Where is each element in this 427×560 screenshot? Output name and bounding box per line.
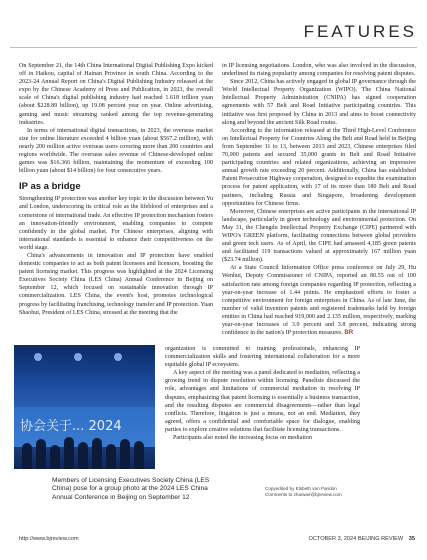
- issue-info: OCTOBER 3, 2024 BEIJING REVIEW: [308, 536, 404, 542]
- footer-issue: [308, 536, 415, 542]
- inset-column: [165, 345, 360, 442]
- header-divider: [10, 47, 417, 48]
- paragraph: organization is committed to training professionals, enhancing IP commercialization skills and fostering international collaboration for a more equitable global IP ecosystem.: [165, 346, 360, 369]
- paragraph: Moreover, Chinese enterprises are active participants in the international IP landscape, particularly in green technology and environmental protection. On May 31, the Chengdu Intellectual Property Exchange (CIPE) partnered with WIPO's GREEN platform, facilitating connections between global providers and green tech users. As of April, the CIPE had amassed 4,185 green patents and facilitated 119 transactions valued at approximately 167 million yuan ($23.74 million).: [222, 208, 416, 264]
- copyeditor-credit: Copyedited by Elsbeth van Paridon: [265, 486, 337, 491]
- person-silhouette: [22, 443, 32, 469]
- paragraph: [222, 264, 416, 337]
- section-title: FEATURES: [303, 22, 417, 41]
- person-silhouette: [120, 439, 130, 469]
- subheading: IP as a bridge: [19, 181, 81, 193]
- person-silhouette: [92, 438, 102, 469]
- end-mark: BR: [344, 329, 354, 337]
- person-silhouette: [134, 441, 144, 469]
- person-silhouette: [36, 439, 46, 469]
- paragraph: Participants also noted the increasing focus on mediation: [173, 435, 312, 442]
- right-column: [222, 62, 416, 337]
- person-silhouette: [78, 442, 88, 469]
- paragraph: According to the information released at the Third High-Level Conference on Intellectual Property for Countries Along the Belt and Road held in Beijing from September 11 to 13, between 2013 and 2023, Chinese enterprises filed 70,000 patents and secured 35,000 grants in Belt and Road Initiative participating countries and related organizations, achieving an impressive annual growth rate exceeding 20 percent. Additionally, China has established Patent Prosecution Highway cooperation, designed to expedite the examination process for patent application, with 17 of its more than 180 Belt and Road partners, including Russia and Singapore, broadening development opportunities for Chinese firms.: [222, 127, 416, 207]
- photo-banner: 协会关于... 2024: [14, 407, 155, 447]
- paragraph-text: At a State Council Information Office press conference on July 29, Hu Wenhui, Deputy Commissioner of CNIPA, reported an 80.55 out of 100 satisfaction rate among foreign companies regarding IP protection, reflecting a year-on-year increase of 1.44 points. He emphasized efforts to foster a competitive environment for foreign enterprises in China. As of late June, the number of valid invention patents and registered trademarks held by foreign entities in China had reached 919,000 and 2.135 million, respectively, marking year-on-year increases of 3.9 percent and 3.8 percent, indicating strong confidence in the nation's IP protection measures.: [222, 265, 416, 337]
- person-silhouette: [106, 444, 116, 469]
- person-silhouette: [50, 445, 60, 469]
- paragraph: On September 21, the 14th China International Digital Publishing Expo kicked off in Haikou, capital of Hainan Province in south China. According to the 2023-24 Annual Report on China's Digital Publishing Industry released at the expo by the Chinese Academy of Press and Publication, in 2023, the overall scale of China's digital publishing industry had reached 1.618 trillion yuan (about $228.89 billion), up 19.08 percent year on year. Online advertising, gaming and music streaming ranked among the top revenue-generating industries.: [19, 63, 213, 126]
- photo-caption: Members of Licensing Executives Society China (LES China) pose for a group photo at the 2024 LES China Annual Conference in Beijing on September 12: [52, 477, 210, 501]
- page-number: 35: [408, 536, 415, 542]
- footer-url[interactable]: http://www.bjreview.com: [19, 536, 79, 542]
- stage-light: [114, 353, 122, 361]
- paragraph: Strengthening IP protection was another key topic in the discussion between Yu and London, underscoring its critical role as the lifeblood of enterprises and a cornerstone of international trade. An effective IP protection mechanism fosters an innovation-friendly environment, enabling companies to compete confidently in the global market. For Chinese enterprises, aligning with international standards is essential to enhance their competitiveness on the world stage.: [19, 196, 213, 251]
- paragraph: In terms of international digital transactions, in 2023, the overseas market size for online literature exceeded 4 billion yuan (about $567.2 million), with nearly 200 million active overseas users covering more than 200 countries and regions worldwide. The overseas sales revenue of Chinese-developed online games was $16.366 billion, maintaining the momentum of exceeding 100 billion yuan (about $14 billion) for four consecutive years.: [19, 127, 213, 175]
- group-photo: [14, 345, 155, 469]
- person-silhouette: [64, 437, 74, 469]
- paragraph: A key aspect of the meeting was a panel dedicated to mediation, reflecting a growing trend in dispute resolution within licensing. Panelists discussed the role, advantages and limitations of commercial mediation in resolving IP disputes, emphasizing that patent licensing is essentially a business transaction, and the resulting disputes are commercial disagreements—rather than legal conflicts. Therefore, litigation is just a means, not an end. Mediation, they agreed, offers a confidential and comfortable space for dialogue, enabling parties to explore creative solutions that facilitate licensing transactions.: [165, 370, 360, 433]
- credits: [265, 486, 420, 498]
- stage-light: [34, 353, 42, 361]
- paragraph: in IP licensing negotiations. London, who was also involved in the discussion, underlined its rising popularity among companies for resolving patent disputes.: [222, 63, 416, 78]
- paragraph: China's advancements in innovation and IP protection have enabled domestic companies to act as both patent licensees and licensors, boosting the patent licensing market. This progress was highlighted at the 2024 Licensing Executives Society China (LES China) Annual Conference in Beijing on September 12, which focused on sustainable innovation through IP commercialization. LES China, the event's host, promotes technological progress by facilitating franchising, technology transfer and IP protection. Yuan Shaohui, President of LES China, stressed at the meeting that the: [19, 252, 213, 316]
- stage-light: [74, 353, 82, 361]
- paragraph: Since 2012, China has actively engaged in global IP governance through the World Intellectual Property Organization (WIPO). The China National Intellectual Property Administration (CNIPA) has signed cooperation agreements with 57 Belt and Road Initiative participating countries. This initiative was first proposed by China in 2013 and aims to boost connectivity along and beyond the ancient Silk Road routes.: [222, 79, 416, 126]
- comments-contact: Comments to zhaowei@bjreview.com: [265, 492, 342, 498]
- left-column: [19, 62, 213, 317]
